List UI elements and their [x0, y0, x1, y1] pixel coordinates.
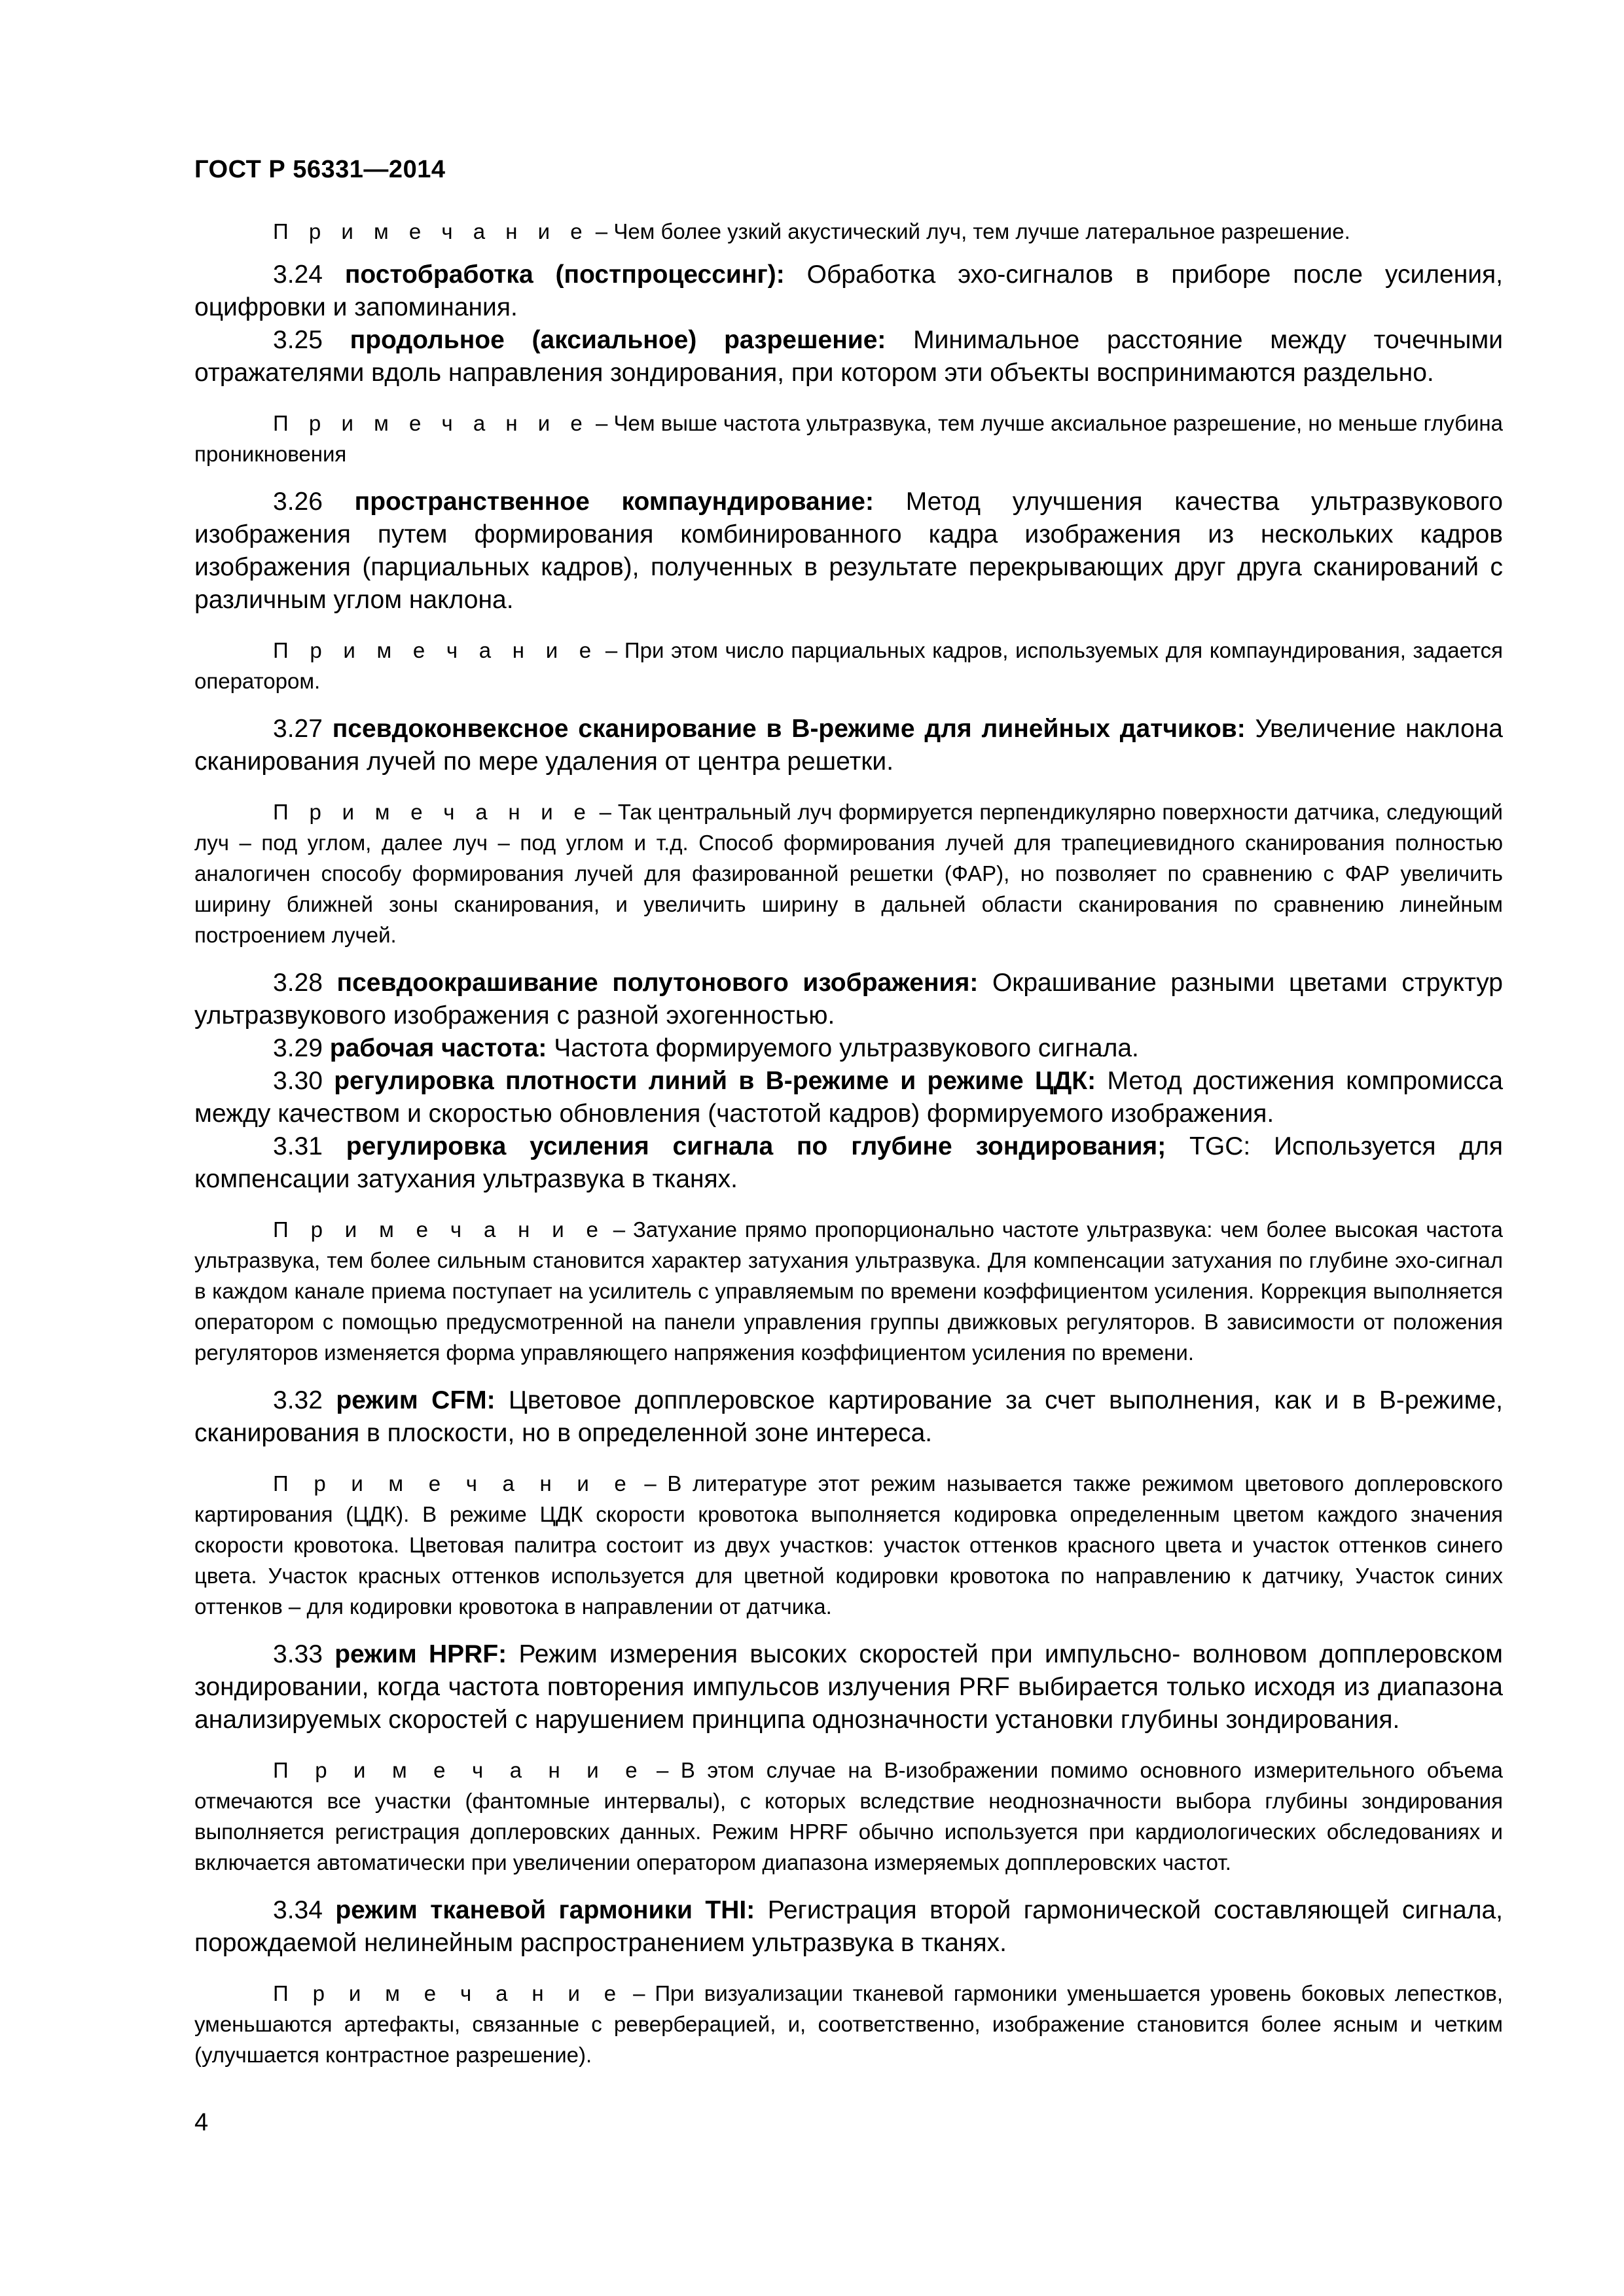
term-number: 3.26	[273, 488, 323, 516]
term-text: Регистрация второй гармонической составляющей сигнала, порождаемой нелинейным распространением ультразвука в тканях.	[194, 1896, 1503, 1957]
note-paragraph	[194, 1755, 1503, 1878]
term-text: TGC: Используется для компенсации затухания ультразвука в тканях.	[194, 1132, 1503, 1193]
note-text: – Чем более узкий акустический луч, тем лучше латеральное разрешение.	[595, 219, 1350, 243]
term-title: режим CFM:	[336, 1386, 496, 1414]
note-paragraph	[194, 408, 1503, 469]
note-paragraph	[194, 1214, 1503, 1368]
term-number: 3.34	[273, 1896, 323, 1924]
term-text: Обработка эхо-сигналов в приборе после усиления, оцифровки и запоминания.	[194, 260, 1503, 321]
term-text: Минимальное расстояние между точечными отражателями вдоль направления зондирования, при котором эти объекты воспринимаются раздельно.	[194, 326, 1503, 387]
term-title: регулировка плотности линий в В-режиме и режиме ЦДК:	[334, 1067, 1096, 1095]
term-definition	[194, 259, 1503, 324]
note-label: П р и м е ч а н и е	[273, 411, 590, 435]
term-title: режим тканевой гармоники THI:	[335, 1896, 755, 1924]
note-text: – При визуализации тканевой гармоники уменьшается уровень боковых лепестков, уменьшаются артефакты, связанные с реверберацией, и, соответственно, изображение становится более ясным и четким (улучшается контрастное разрешение).	[194, 1981, 1504, 2067]
term-text: Метод улучшения качества ультразвукового изображения путем формирования комбинированного кадра изображения из нескольких кадров изображения (парциальных кадров), полученных в результате перекрывающих друг друга сканирований с различным углом наклона.	[194, 488, 1503, 614]
note-paragraph	[194, 635, 1503, 696]
term-definition	[194, 324, 1503, 389]
term-definition	[194, 1894, 1503, 1960]
term-definition	[194, 1032, 1503, 1065]
note-paragraph	[194, 216, 1503, 247]
term-number: 3.29	[273, 1034, 323, 1062]
term-title: псевдоконвексное сканирование в В-режиме для линейных датчиков:	[332, 715, 1246, 743]
document-header: ГОСТ Р 56331—2014	[194, 156, 446, 183]
term-number: 3.27	[273, 715, 323, 743]
note-text: – При этом число парциальных кадров, используемых для компаундирования, задается оператором.	[194, 638, 1504, 693]
term-title: псевдоокрашивание полутонового изображения:	[336, 969, 979, 997]
note-text: – В литературе этот режим называется также режимом цветового доплеровского картирования (ЦДК). В режиме ЦДК скорости кровотока выполняется кодировка определенным цветом каждого значения скорости кровотока. Цветовая палитра состоит из двух участков: участок оттенков красного цвета и участок оттенков синего цвета. Участок красных оттенков используется для цветной кодировки кровотока по направлению к датчику, Участок синих оттенков – для кодировки кровотока в направлении от датчика.	[194, 1471, 1503, 1619]
note-paragraph	[194, 797, 1503, 950]
term-definition	[194, 713, 1503, 778]
note-label: П р и м е ч а н и е	[273, 638, 599, 662]
term-definition	[194, 1384, 1503, 1450]
term-number: 3.31	[273, 1132, 323, 1160]
term-number: 3.25	[273, 326, 323, 354]
page-number: 4	[194, 2109, 209, 2136]
term-definition	[194, 1638, 1503, 1736]
note-text: – Чем выше частота ультразвука, тем лучше аксиальное разрешение, но меньше глубина проникновения	[194, 411, 1503, 466]
note-paragraph	[194, 1468, 1503, 1622]
term-text: Частота формируемого ультразвукового сигнала.	[554, 1034, 1139, 1062]
note-label: П р и м е ч а н и е	[273, 1981, 624, 2005]
term-definition	[194, 1130, 1503, 1196]
term-title: пространственное компаундирование:	[354, 488, 874, 516]
note-text: – Затухание прямо пропорционально частоте ультразвука: чем более высокая частота ультразвука, тем более сильным становится характер затухания ультразвука. Для компенсации затухания по глубине эхо-сигнал в каждом канале приема поступает на усилитель с управляемым по времени коэффициентом усиления. Коррекция выполняется оператором с помощью предусмотренной на панели управления группы движковых регуляторов. В зависимости от положения регуляторов изменяется форма управляющего напряжения коэффициентом усиления по времени.	[194, 1217, 1504, 1365]
note-paragraph	[194, 1978, 1503, 2070]
term-number: 3.33	[273, 1640, 323, 1668]
note-text: – В этом случае на В-изображении помимо основного измерительного объема отмечаются все участки (фантомные интервалы), с которых вследствие неоднозначности выбора глубины зондирования выполняется регистрация доплеровских данных. Режим HPRF обычно используется при кардиологических обследованиях и включается автоматически при увеличении оператором диапазона измеряемых допплеровских частот.	[194, 1758, 1503, 1874]
term-text: Цветовое допплеровское картирование за счет выполнения, как и в В-режиме, сканирования в плоскости, но в определенной зоне интереса.	[194, 1386, 1503, 1447]
term-title: режим HPRF:	[334, 1640, 507, 1668]
note-label: П р и м е ч а н и е	[273, 1217, 605, 1242]
note-label: П р и м е ч а н и е	[273, 1471, 634, 1496]
document-body	[194, 216, 1503, 2087]
note-label: П р и м е ч а н и е	[273, 219, 590, 243]
term-title: продольное (аксиальное) разрешение:	[350, 326, 886, 354]
term-number: 3.32	[273, 1386, 323, 1414]
note-text: – Так центральный луч формируется перпендикулярно поверхности датчика, следующий луч – под углом, далее луч – под углом и т.д. Способ формирования лучей для трапециевидного сканирования полностью аналогичен способу формирования лучей для фазированной решетки (ФАР), но позволяет по сравнению с ФАР увеличить ширину ближней зоны сканирования, и увеличить ширину в дальней области сканирования по сравнению линейным построением лучей.	[194, 800, 1503, 947]
term-title: рабочая частота:	[329, 1034, 547, 1062]
term-title: постобработка (постпроцессинг):	[344, 260, 785, 289]
term-number: 3.28	[273, 969, 323, 997]
term-text: Режим измерения высоких скоростей при импульсно- волновом допплеровском зондировании, когда частота повторения импульсов излучения PRF выбирается только исходя из диапазона анализируемых скоростей с нарушением принципа однозначности установки глубины зондирования.	[194, 1640, 1503, 1734]
term-number: 3.24	[273, 260, 323, 289]
term-text: Метод достижения компромисса между качеством и скоростью обновления (частотой кадров) формируемого изображения.	[194, 1067, 1504, 1128]
term-definition	[194, 486, 1503, 617]
term-definition	[194, 1065, 1503, 1130]
note-label: П р и м е ч а н и е	[273, 1758, 645, 1782]
note-label: П р и м е ч а н и е	[273, 800, 593, 824]
term-number: 3.30	[273, 1067, 323, 1095]
term-definition	[194, 967, 1503, 1032]
term-text: Окрашивание разными цветами структур ультразвукового изображения с разной эхогенностью.	[194, 969, 1503, 1030]
term-title: регулировка усиления сигнала по глубине зондирования;	[346, 1132, 1166, 1160]
term-text: Увеличение наклона сканирования лучей по мере удаления от центра решетки.	[194, 715, 1504, 776]
